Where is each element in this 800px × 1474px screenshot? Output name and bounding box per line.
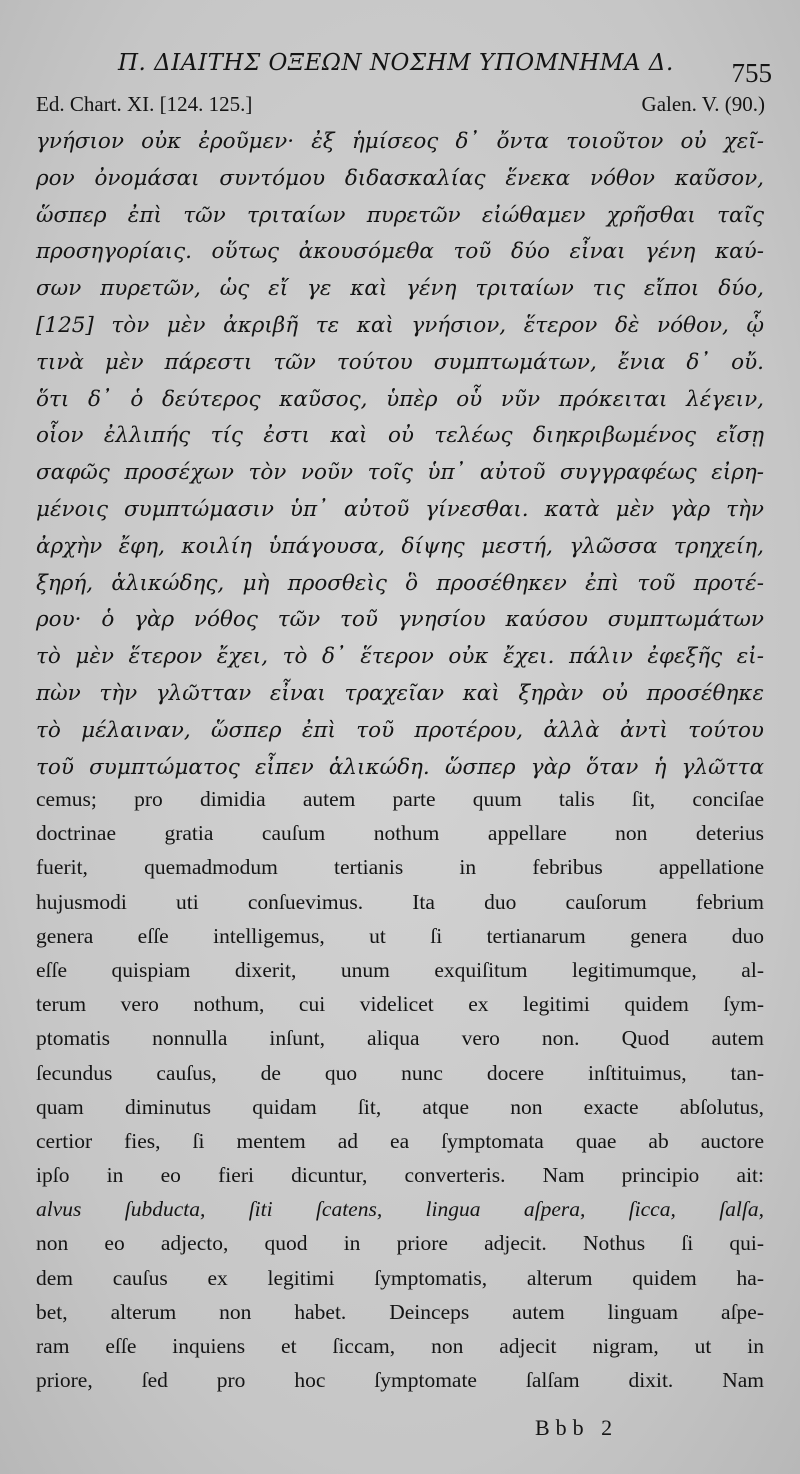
galen-reference: Galen. V. (90.) [641, 92, 765, 116]
edition-reference: Ed. Chart. XI. [124. 125.] [36, 92, 253, 116]
greek-line: ξηρή, ἁλικώδης, μὴ προσθεὶς ὃ προσέθηκεν ἐπὶ τοῦ προτέ- [36, 570, 764, 596]
greek-line: ρον ὀνομάσαι συντόμου διδασκαλίας ἕνεκα νόθον καῦσον, [36, 165, 764, 191]
greek-line: σαφῶς προσέχων τὸν νοῦν τοῖς ὑπ᾽ αὐτοῦ συγγραφέως εἰρη- [36, 460, 764, 486]
greek-line: τὸ μὲν ἕτερον ἔχει, τὸ δ᾽ ἕτερον οὐκ ἔχει. πάλιν ἐφεξῆς εἰ- [36, 644, 764, 670]
greek-line: ὥσπερ ἐπὶ τῶν τριταίων πυρετῶν εἰώθαμεν χρῆσθαι ταῖς [36, 202, 764, 228]
greek-line: τινὰ μὲν πάρεστι τῶν τούτου συμπτωμάτων, ἔνια δ᾽ οὔ. [36, 349, 764, 375]
greek-line: οἷον ἐλλιπής τίς ἐστι καὶ οὐ τελέως διηκριβωμένος εἴσῃ [36, 423, 764, 449]
greek-line: τὸ μέλαιναν, ὥσπερ ἐπὶ τοῦ προτέρου, ἀλλὰ ἀντὶ τούτου [36, 717, 764, 743]
latin-line: ptomatis nonnulla inſunt, aliqua vero non. Quod autem [36, 1026, 764, 1051]
latin-line: non eo adjecto, quod in priore adjecit. Nothus ſi qui- [36, 1231, 764, 1256]
greek-text-block [36, 124, 764, 786]
greek-line: ρου· ὁ γὰρ νόθος τῶν τοῦ γνησίου καύσου συμπτωμάτων [36, 607, 764, 633]
latin-line: terum vero nothum, cui videlicet ex legitimi quidem ſym- [36, 992, 764, 1017]
latin-line: bet, alterum non habet. Deinceps autem linguam aſpe- [36, 1299, 764, 1324]
signature-mark: Bbb 2 [535, 1415, 619, 1440]
page-number: 755 [731, 58, 772, 88]
latin-line: ram eſſe inquiens et ſiccam, non adjecit nigram, ut in [36, 1334, 764, 1358]
latin-text-block [36, 782, 764, 1397]
latin-line: ipſo in eo fieri dicuntur, converteris. Nam principio ait: [36, 1163, 764, 1188]
latin-line: certior fies, ſi mentem ad ea ſymptomata quae ab auctore [36, 1128, 764, 1153]
greek-line: προσηγορίαις. οὕτως ἀκουσόμεθα τοῦ δύο εἶναι γένη καύ- [36, 239, 764, 265]
greek-line: ὅτι δ᾽ ὁ δεύτερος καῦσος, ὑπὲρ οὗ νῦν πρόκειται λέγειν, [36, 386, 764, 412]
latin-line: ſecundus cauſus, de quo nunc docere inſtituimus, tan- [36, 1060, 764, 1085]
greek-line: [125] τὸν μὲν ἀκριβῆ τε καὶ γνήσιον, ἕτερον δὲ νόθον, ᾧ [36, 312, 764, 338]
latin-line-italic-quote: alvus ſubducta, ſiti ſcatens, lingua aſpera, ſicca, ſalſa, [36, 1197, 764, 1222]
greek-line: τοῦ συμπτώματος εἶπεν ἁλικώδη. ὥσπερ γὰρ ὅταν ἡ γλῶττα [36, 754, 764, 780]
latin-line: priore, ſed pro hoc ſymptomate ſalſam dixit. Nam [36, 1368, 764, 1393]
latin-line: quam diminutus quidam ſit, atque non exacte abſolutus, [36, 1094, 764, 1119]
latin-line: fuerit, quemadmodum tertianis in febribus appellatione [36, 855, 764, 880]
greek-line: ἀρχὴν ἔφη, κοιλίη ὑπάγουσα, δίψης μεστή, γλῶσσα τρηχείη, [36, 533, 764, 559]
latin-line: doctrinae gratia cauſum nothum appellare non deterius [36, 821, 764, 846]
latin-line: hujusmodi uti conſuevimus. Ita duo cauſorum febrium [36, 889, 764, 914]
latin-line: dem cauſus ex legitimi ſymptomatis, alterum quidem ha- [36, 1265, 764, 1290]
greek-line: γνήσιον οὐκ ἐροῦμεν· ἐξ ἡμίσεος δ᾽ ὄντα τοιοῦτον οὐ χεῖ- [36, 129, 764, 154]
latin-line: cemus; pro dimidia autem parte quum talis ſit, conciſae [36, 787, 764, 811]
latin-line: genera eſſe intelligemus, ut ſi tertianarum genera duo [36, 923, 764, 948]
greek-line: μένοις συμπτώμασιν ὑπ᾽ αὐτοῦ γίνεσθαι. κατὰ μὲν γὰρ τὴν [36, 496, 764, 522]
greek-line: σων πυρετῶν, ὡς εἴ γε καὶ γένη τριταίων τις εἴποι δύο, [36, 276, 764, 302]
running-title: Π. ΔΙΑΙΤΗΣ ΟΞΕΩΝ ΝΟΣΗΜ ΥΠΟΜΝΗΜΑ Δ. [118, 50, 674, 76]
latin-line: eſſe quispiam dixerit, unum exquiſitum legitimumque, al- [36, 957, 764, 982]
greek-line: πὼν τὴν γλῶτταν εἶναι τραχεῖαν καὶ ξηρὰν οὐ προσέθηκε [36, 680, 764, 706]
